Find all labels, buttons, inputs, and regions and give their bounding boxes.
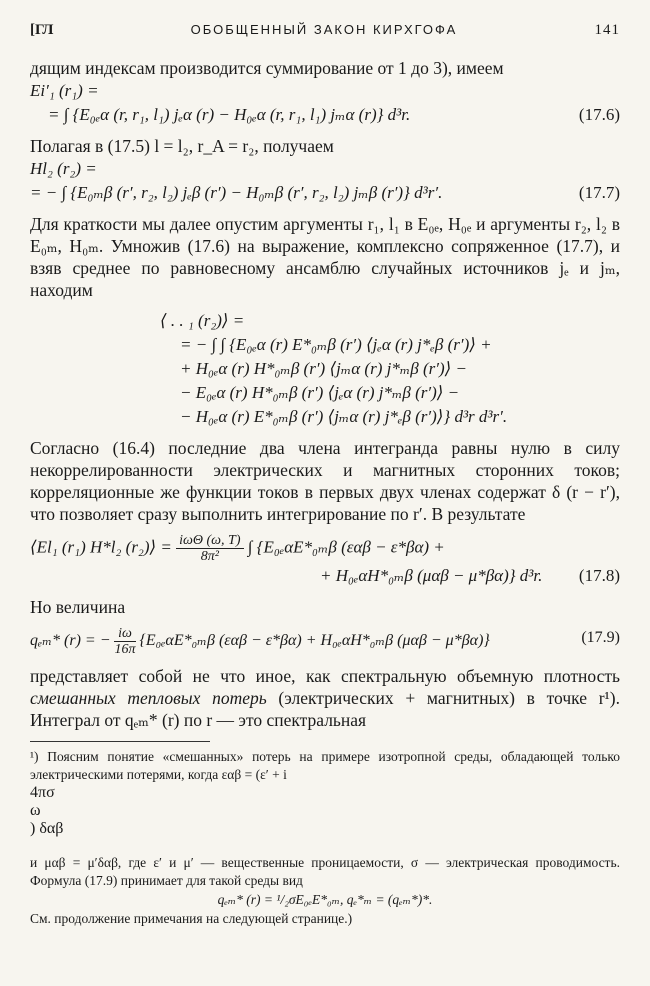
paragraph-5: Но величина <box>30 597 126 617</box>
equation-17-9-lhs: qₑₘ* (r) = − <box>30 632 111 650</box>
footnote-fraction-numerator: 4πσ <box>30 784 55 801</box>
equation-17-6 <box>30 103 620 127</box>
paragraph-3: Для краткости мы далее опустим аргументы r₁, l₁ в E₀ₑ, H₀ₑ и аргументы r₂, l₂ в E₀ₘ, H₀ₘ. Умножив (17.6) на выражение, комплексно сопряженное (17.7), и взяв среднее по равновесному ансамблю случайных источников jₑ и jₘ, находим <box>30 214 620 300</box>
equation-average-line-5: − H₀ₑα (r) E*₀ₘβ (r′) ⟨jₘα (r) j*ₑβ (r′)⟩} d³r d³r′. <box>180 407 508 426</box>
paragraph-1: дящим индексам производится суммирование от 1 до 3), имеем <box>30 58 504 78</box>
footnote-text-1 <box>30 748 620 784</box>
fraction-denominator: 8π² <box>200 549 219 564</box>
equation-number-17-7: (17.7) <box>578 183 620 202</box>
page-number: 141 <box>594 22 620 38</box>
equation-17-8-line-1 <box>30 533 620 564</box>
equation-number-17-8: (17.8) <box>578 566 620 585</box>
equation-number-17-9: (17.9) <box>581 629 620 646</box>
equation-17-8-fraction <box>176 533 243 564</box>
footnote-text-2: и μαβ = μ′δαβ, где ε′ и μ′ — вещественные проницаемости, σ — электрическая проводимость. Формула (17.9) принимает для такой среды вид <box>30 855 620 888</box>
equation-17-8-rhs-2: + H₀ₑαH*₀ₘβ (μαβ − μ*βα)} d³r. <box>320 566 543 585</box>
equation-17-7 <box>30 181 620 205</box>
equation-17-8-line-2 <box>30 564 620 588</box>
equation-average-line-2: = − ∫ ∫ {E₀ₑα (r) E*₀ₘβ (r′) ⟨jₑα (r) j*ₑβ (r′)⟩ + <box>180 335 492 354</box>
equation-17-8-lhs: ⟨El₁ (r₁) H*l₂ (r₂)⟩ = <box>30 537 172 557</box>
equation-17-9 <box>30 626 620 657</box>
paragraph-4: Согласно (16.4) последние два члена интегранда равны нулю в силу некоррелированности электрических и магнитных сторонних токов; корреляционные же функции токов в первых двух членах содержат δ (r − r′), что позволяет сразу выполнить интегрирование по r′. В результате <box>30 438 620 524</box>
equation-17-7-lhs: Hl₂ (r₂) = <box>30 159 97 178</box>
chapter-marker: [ГЛ <box>30 22 54 38</box>
equation-number-17-6: (17.6) <box>578 105 620 124</box>
fraction-denominator: 16π <box>114 642 136 657</box>
equation-17-6-lhs: Ei′₁ (r₁) = <box>30 81 99 100</box>
equation-average-line-1: ⟨ . . ₁ (r₂)⟩ = <box>160 311 245 330</box>
equation-17-8-rhs-1: ∫ {E₀ₑαE*₀ₘβ (εαβ − ε*βα) + <box>247 537 445 557</box>
equation-17-7-body: = − ∫ {E₀ₘβ (r′, r₂, l₂) jₑβ (r′) − H₀ₘβ (r′, r₂, l₂) jₘβ (r′)} d³r′. <box>30 183 443 202</box>
equation-17-9-rhs: {E₀ₑαE*₀ₘβ (εαβ − ε*βα) + H₀ₑαH*₀ₘβ (μαβ − μ*βα)} <box>139 632 490 650</box>
fraction-numerator: iω <box>114 626 135 642</box>
footnote-divider <box>30 741 210 742</box>
paragraph-6-start: представляет собой не что иное, как спектральную объемную плотность <box>30 666 620 686</box>
running-header <box>30 22 620 39</box>
fraction-numerator: iωΘ (ω, T) <box>176 533 243 549</box>
book-page <box>30 22 620 928</box>
footnote-formula: qₑₘ* (r) = ¹/₂σE₀ₑE*₀ₘ, qₑ*ₘ = (qₑₘ*)*. <box>217 892 433 907</box>
paragraph-2: Полагая в (17.5) l = l₂, r_A = r₂, получаем <box>30 136 334 156</box>
equation-17-6-body: = ∫ {E₀ₑα (r, r₁, l₁) jₑα (r) − H₀ₑα (r, r₁, l₁) jₘα (r)} d³r. <box>48 105 411 124</box>
paragraph-6 <box>30 665 620 731</box>
equation-17-9-fraction <box>114 626 135 657</box>
footnote-line-1: ¹) Поясним понятие «смешанных» потерь на примере изотропной среды, обладающей только электрическими потерями, когда εαβ = (ε′ + i <box>30 749 620 782</box>
running-title: ОБОБЩЕННЫЙ ЗАКОН КИРХГОФА <box>190 22 458 37</box>
equation-average-line-4: − E₀ₑα (r) H*₀ₘβ (r′) ⟨jₑα (r) j*ₘβ (r′)⟩ − <box>180 383 460 402</box>
footnote-fraction-denominator: ω <box>30 802 41 819</box>
emphasized-term: смешанных тепловых потерь <box>30 688 267 708</box>
paragraph-6-end: (электрических + магнитных) в точке r¹). Интеграл от qₑₘ* (r) по r — это спектральная <box>30 688 620 730</box>
footnote-continued: См. продолжение примечания на следующей странице.) <box>30 911 353 926</box>
footnote-line-1-end: ) δαβ <box>30 820 64 837</box>
equation-average-line-3: + H₀ₑα (r) H*₀ₘβ (r′) ⟨jₘα (r) j*ₘβ (r′)⟩ − <box>180 359 467 378</box>
